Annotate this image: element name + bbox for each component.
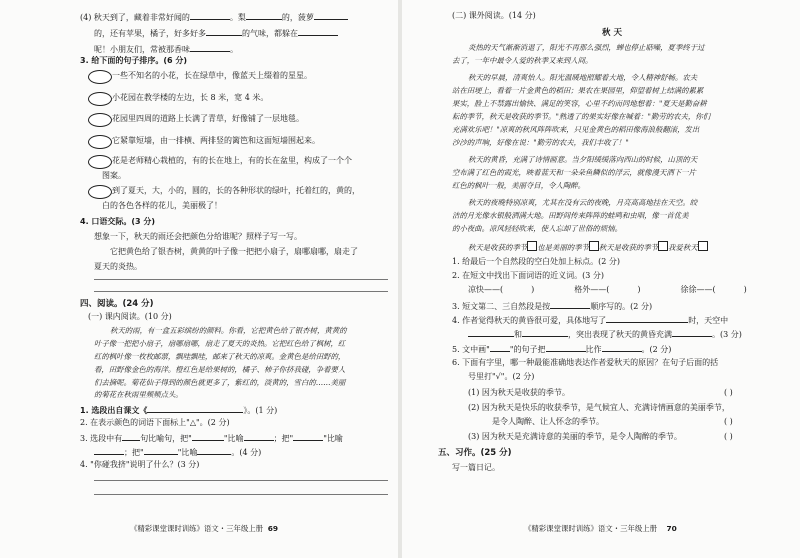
essay-line-10: 空布满了红色的霞光，映着蓝天和一朵朵鱼鳞似的浮云，就像漫天洒下一片: [452, 168, 696, 177]
passage-line-4: 看，田野像金色的海洋。橙红色是给果树的，橘子、柿子你挤我碰，争着要人: [94, 365, 346, 374]
s6-line2: 号里打"√"。(2 分): [468, 372, 535, 381]
q2-4-line1: (4) 秋天到了，藏着非常好闻的 。梨 的，菠萝: [80, 11, 348, 23]
option-2-cont: 是令人陶醉、让人怀念的季节。: [492, 417, 604, 426]
order-oval-6[interactable]: [88, 185, 112, 199]
order-sentence-2: 小花园在教学楼的左边，长 8 米，宽 4 米。: [112, 93, 269, 102]
s2: 2. 在短文中找出下面词语的近义词。(3 分): [452, 271, 605, 280]
footer-left: 《精彩课堂课时训练》语文・三年级上册 69: [130, 524, 279, 533]
r1: 1. 选段出自课文《 》。(1 分): [80, 406, 278, 415]
essay-line-9: 秋天的黄昏，充满了诗情画意。当夕阳缓缓落向西山的时候，山顶的天: [468, 155, 698, 164]
left-page: [0, 0, 398, 558]
order-sentence-1: 一些不知名的小花，长在绿草中，像蓝天上缀着的星星。: [112, 71, 312, 80]
season-line: 秋天是收获的季节 也是美丽的季节 秋天是收获的季节 我爱秋天: [468, 241, 708, 253]
section-4-title: 四、阅读。(24 分): [80, 299, 154, 309]
order-sentence-6: 到了夏天，大，小的，圆的，长的各种形状的绿叶，托着红的，黄的，: [112, 186, 360, 195]
passage-line-1: 秋天的雨，有一盒五彩缤纷的颜料。你看，它把黄色给了银杏树，黄黄的: [110, 326, 347, 335]
order-sentence-5: 花是老师精心栽植的，有的长在地上，有的长在盆里，构成了一个个: [112, 156, 352, 165]
s4-line1: 4. 作者觉得秋天的黄昏很可爱，具体地写了 时，天空中: [452, 316, 729, 325]
footer-right: 《精彩课堂课时训练》语文・三年级上册 70: [524, 524, 677, 533]
reading-1-title: (一) 课内阅读。(10 分): [88, 312, 172, 321]
s4-line2: 和 ，突出表现了秋天的黄昏充满 。(3 分): [468, 328, 742, 340]
q4-title: 4. 口语交际。(3 分): [80, 217, 156, 226]
option-3: (3) 因为秋天是充满诗意的美丽的季节，是令人陶醉的季节。: [468, 432, 682, 441]
option-1: (1) 因为秋天是收获的季节。: [468, 388, 570, 397]
order-oval-4[interactable]: [88, 135, 112, 149]
essay-line-4: 站在田埂上，看着一片金黄色的稻田；果农在果园里，仰望着树上结满的累累: [452, 86, 704, 95]
essay-line-3: 秋天的早晨，清爽怡人。阳光温暖地照耀着大地，令人精神舒畅。农夫: [468, 73, 698, 82]
essay-line-12: 秋天的夜晚特别凉爽，尤其在没有云的夜晚，月亮高高地挂在天空。皎: [468, 198, 698, 207]
r2: 2. 在表示颜色的词语下面标上"△"。(2 分): [80, 418, 230, 427]
q4-prompt: 想象一下，秋天的雨还会把颜色分给谁呢？照样子写一写。: [94, 232, 302, 241]
passage-line-6: 的菊花在秋雨里频频点头。: [94, 390, 183, 399]
r4: 4. "你碰我挤"说明了什么？(3 分): [80, 460, 200, 469]
r4-answer-line-2[interactable]: [94, 494, 388, 495]
q4-example: 它把黄色给了银杏树，黄黄的叶子像一把把小扇子，扇哪扇哪，扇走了: [110, 247, 358, 256]
right-page: [402, 0, 800, 558]
option-1-paren[interactable]: ( ): [724, 388, 733, 397]
synonyms: 凉快——( ) 格外——( ) 徐徐——( ): [468, 285, 747, 294]
r3-line2: ；把" "比喻 。(4 分): [94, 446, 261, 458]
order-sentence-6-cont: 白的各色各样的花儿，美丽极了！: [102, 201, 222, 210]
s3: 3. 短文第二、三自然段是按 顺序写的。(2 分): [452, 302, 653, 311]
essay-line-1: 炎热的天气渐渐消退了，阳光不再那么强烈，蝉也停止聒噪，夏季终于过: [468, 43, 705, 52]
order-sentence-4: 它紧靠短墙，由一排横、两排竖的篱笆和这面短墙围起来。: [112, 136, 320, 145]
essay-title: 秋 天: [602, 28, 622, 38]
order-oval-5[interactable]: [88, 155, 112, 169]
order-oval-3[interactable]: [88, 113, 112, 127]
page-number-left: 69: [267, 524, 279, 533]
option-3-paren[interactable]: ( ): [724, 432, 733, 441]
r4-answer-line-1[interactable]: [94, 480, 388, 481]
q4-answer-line-1[interactable]: [94, 279, 388, 280]
s5: 5. 文中画" "的句子把 比作 。(2 分): [452, 345, 672, 354]
order-oval-2[interactable]: [88, 92, 112, 106]
passage-line-3: 红的枫叶像一枚枚邮票，飘哇飘哇，邮来了秋天的凉爽。金黄色是给田野的，: [94, 352, 346, 361]
r3-line1: 3. 选段中有 句比喻句，把" "比喻 ；把" "比喻: [80, 434, 343, 443]
punct-box-1[interactable]: [527, 241, 537, 251]
section-5-title: 五、习作。(25 分): [438, 448, 512, 458]
s1: 1. 给最后一个自然段的空白处加上标点。(2 分): [452, 257, 621, 266]
q4-answer-line-2[interactable]: [94, 291, 388, 292]
reading-2-title: (二) 课外阅读。(14 分): [452, 11, 536, 20]
essay-line-6: 耘的季节，秋天是收获的季节。"熟透了的果实好像在喊着："勤劳的农夫，你们: [452, 112, 711, 121]
essay-line-2: 去了，一年中最令人爱的秋季又来到人间。: [452, 56, 593, 65]
order-sentence-5-cont: 图案。: [102, 171, 126, 180]
essay-line-14: 的小夜曲。凉风轻轻吹来，使人忘却了世俗的烦恼。: [452, 224, 622, 233]
passage-line-5: 们去摘呢。菊花仙子得到的颜色就更多了，紫红的，淡黄的，雪白的……美丽: [94, 378, 346, 387]
essay-line-11: 红色的枫叶一般，美丽夺目，令人陶醉。: [452, 181, 586, 190]
option-2: (2) 因为秋天是快乐的收获季节，是气候宜人、充满诗情画意的美丽季节，: [468, 403, 730, 412]
essay-line-5: 果实，脸上不禁露出愉快、满足的笑容，心里不约而同地想着："夏天是勤奋耕: [452, 99, 707, 108]
passage-line-2: 叶子像一把把小扇子，扇哪扇哪，扇走了夏天的炎热。它把红色给了枫树，红: [94, 339, 346, 348]
order-sentence-3: 花园里四周的道路上长满了青草，好像铺了一层地毯。: [112, 114, 304, 123]
q2-4-line2: 的，还有苹果，橘子，好多好多 的气味，都躲在: [94, 27, 338, 39]
essay-line-13: 洁的月光像水银般洒满大地。田野间传来阵阵的蛙鸣和虫唱，像一首优美: [452, 211, 689, 220]
section-5-prompt: 写一篇日记。: [452, 463, 500, 472]
essay-line-7: 充满欢乐吧！"凉爽的秋风阵阵吹来，只见金黄色的稻田像海浪般翻滚，发出: [452, 125, 700, 134]
essay-line-8: 沙沙的声响，好像在说："勤劳的农夫，我们丰收了！": [452, 138, 629, 147]
page-number-right: 70: [666, 524, 677, 533]
punct-box-3[interactable]: [658, 241, 668, 251]
punct-box-2[interactable]: [589, 241, 599, 251]
q2-4-line3: 呢！小朋友们，常被那香味 。: [94, 45, 238, 54]
s6-line1: 6. 下面有字里，哪一种最能准确地表达作者爱秋天的原因？在句子后面的括: [452, 358, 719, 367]
q3-title: 3. 给下面的句子排序。(6 分): [80, 56, 188, 65]
order-oval-1[interactable]: [88, 70, 112, 84]
option-2-paren[interactable]: ( ): [724, 417, 733, 426]
punct-box-4[interactable]: [698, 241, 708, 251]
q4-example-cont: 夏天的炎热。: [94, 262, 142, 271]
